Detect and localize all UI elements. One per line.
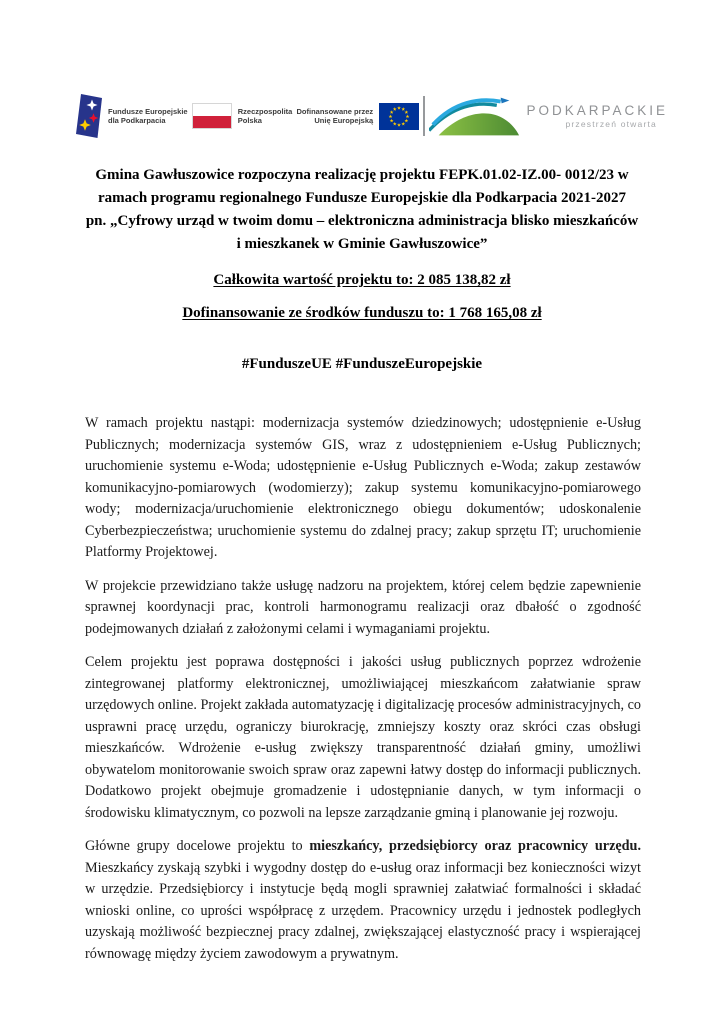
fundusze-europejskie-label: Fundusze Europejskie dla Podkarpacia (108, 106, 188, 125)
body-paragraph: Główne grupy docelowe projektu to mieszkańcy, przedsiębiorcy oraz pracownicy urzędu. Mieszkańcy zyskają szybki i wygodny dostęp do e-usług oraz informacji bez konieczności wizyt w urzędzie. Przedsiębiorcy i instytucje będą mogli sprawniej załatwiać formalności i składać wnioski online, co uprości współpracę z urzędem. Pracownicy urzędu i jednostek podległych uzyskają możliwość bezpiecznej pracy zdalnej, zwiększającej elastyczność pracy i wspierającej równowagę między życiem zawodowym a prywatnym. (85, 838, 641, 962)
total-project-value: Całkowita wartość projektu to: 2 085 138,82 zł (213, 272, 511, 288)
podkarpackie-emblem-icon (429, 95, 521, 137)
fundusze-europejskie-flag-icon (76, 94, 102, 138)
logo-separator (423, 96, 425, 136)
podkarpackie-label: PODKARPACKIE przestrzeń otwarta (526, 103, 668, 129)
funding-logos-bar (76, 92, 668, 140)
rzeczpospolita-polska-label: Rzeczpospolita Polska (237, 106, 293, 125)
hashtags-line: #FunduszeUE #FunduszeEuropejskie (241, 356, 483, 372)
logo-rzeczpospolita-polska (192, 103, 293, 129)
project-title-line: ramach programu regionalnego Fundusze Europejskie dla Podkarpacia 2021-2027 (98, 190, 626, 206)
logo-podkarpackie (429, 95, 668, 137)
body-paragraph: W ramach projektu nastąpi: modernizacja systemów dziedzinowych; udostępnienie e-Usług Publicznych; modernizacja systemów GIS, wraz z udostępnieniem e-Usług Publicznych; uruchomienie systemu e-Woda; udostępnienie e-Usług Publicznych e-Woda; zakup zestawów komunikacyjno-pomiarowych (wodomierzy); zakup systemu komunikacyjno-pomiarowego wody; modernizacja/uruchomienie elektronicznego obiegu dokumentów; udoskonalenie Cyberbezpieczeństwa; uruchomienie systemu do zdalnej pracy; zakup sprzętu IT; uruchomienie Platformy Projektowej. (85, 415, 641, 560)
logo-fundusze-europejskie (76, 94, 188, 138)
project-title-line: Gmina Gawłuszowice rozpoczyna realizację projektu FEPK.01.02-IZ.00- 0012/23 w (95, 167, 629, 183)
body-paragraph: W projekcie przewidziano także usługę nadzoru na projektem, której celem będzie zapewnienie sprawnej koordynacji prac, kontroli harmonogramu realizacji oraz dbałość o zgodność podejmowanych działań z założonymi celami i wymaganiami projektu. (85, 577, 641, 637)
project-description (85, 413, 641, 965)
logo-unia-europejska (296, 103, 419, 130)
unia-europejska-label: Dofinansowane przez Unię Europejską (296, 106, 374, 125)
project-title-line: pn. „Cyfrowy urząd w twoim domu – elektroniczna administracja blisko mieszkańców (85, 213, 639, 229)
project-title (0, 164, 724, 256)
poland-flag-icon (192, 103, 232, 129)
cofinancing-value: Dofinansowanie ze środków funduszu to: 1 768 165,08 zł (182, 305, 542, 321)
project-title-line: i mieszkanek w Gminie Gawłuszowice” (236, 236, 488, 252)
body-paragraph: Celem projektu jest poprawa dostępności i jakości usług publicznych poprzez wdrożenie zintegrowanej platformy elektronicznej, umożliwiającej mieszkańcom załatwianie spraw urzędowych online. Projekt zakłada automatyzację i digitalizację procesów administracyjnych, co usprawni pracę urzędu, ograniczy biurokrację, zmniejszy koszty oraz skróci czas obsługi mieszkańców. Wdrożenie e-usług zwiększy transparentność działań gminy, umożliwi obywatelom monitorowanie swoich spraw oraz zapewni łatwy dostęp do informacji publicznych. Dodatkowo projekt obejmuje gromadzenie i udostępnianie danych, w tym informacji o środowisku klimatycznym, co pozwoli na lepsze zarządzanie gminą i planowanie jej rozwoju. (85, 654, 641, 821)
eu-flag-icon (379, 103, 419, 130)
